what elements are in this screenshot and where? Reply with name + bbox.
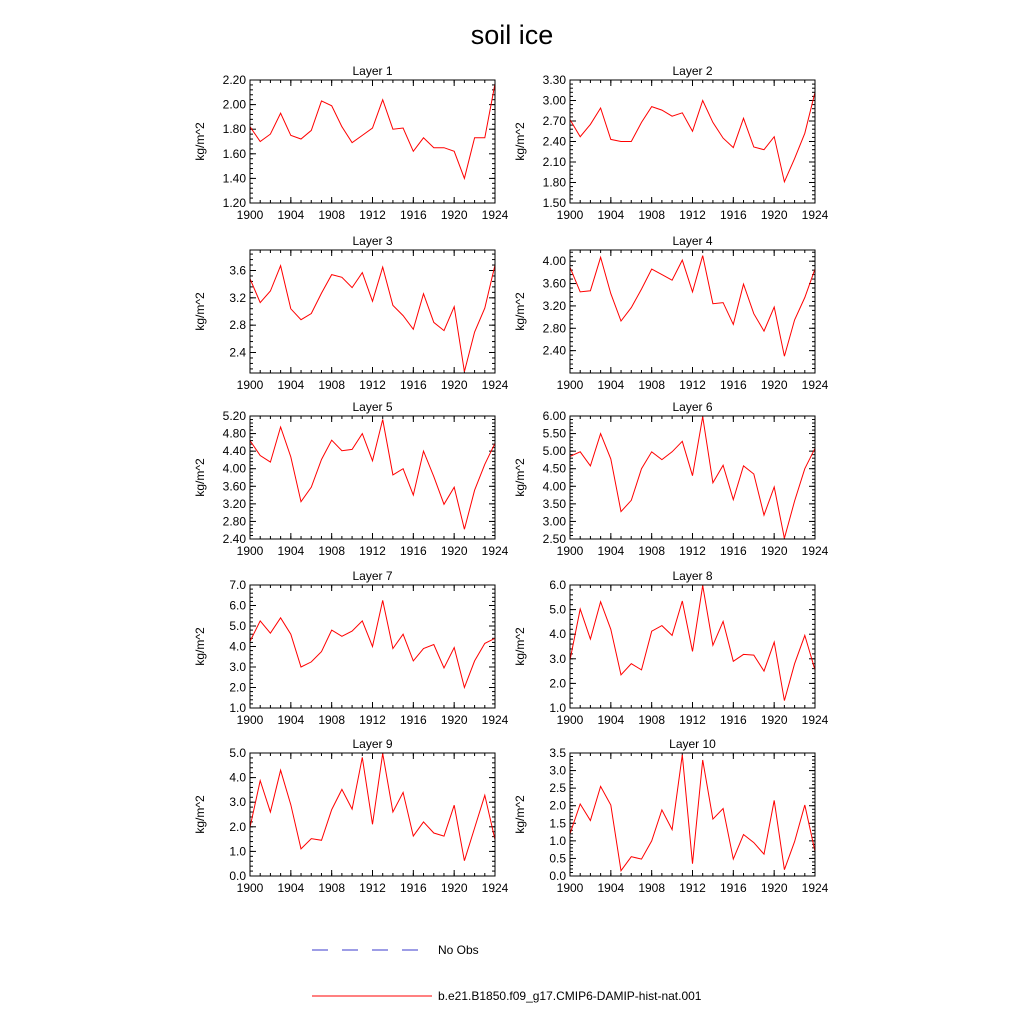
- y-tick-label: 2.0: [229, 680, 246, 695]
- y-tick-label: 2.4: [229, 345, 246, 360]
- x-tick-label: 1912: [359, 544, 386, 558]
- x-tick-label: 1912: [359, 208, 386, 222]
- x-tick-label: 1900: [236, 378, 264, 392]
- x-tick-label: 1920: [760, 208, 788, 222]
- x-tick-label: 1924: [481, 378, 509, 392]
- x-tick-label: 1912: [359, 881, 386, 895]
- panel-title: Layer 6: [672, 400, 713, 414]
- x-tick-label: 1900: [556, 208, 584, 222]
- y-tick-label: 4.00: [542, 479, 566, 494]
- x-tick-label: 1904: [597, 713, 625, 727]
- x-tick-label: 1904: [597, 208, 625, 222]
- panel-title: Layer 8: [672, 569, 713, 583]
- y-tick-label: 4.50: [542, 461, 566, 476]
- y-tick-label: 5.00: [542, 444, 566, 459]
- x-tick-label: 1924: [801, 713, 829, 727]
- y-tick-label: 1.40: [222, 171, 246, 186]
- x-tick-label: 1924: [801, 544, 829, 558]
- y-axis-label: kg/m^2: [513, 292, 527, 331]
- y-tick-label: 4.0: [549, 627, 566, 642]
- panel-title: Layer 10: [669, 737, 716, 751]
- y-tick-label: 1.50: [542, 196, 566, 210]
- y-tick-label: 1.0: [549, 833, 566, 848]
- y-tick-label: 3.2: [229, 290, 246, 305]
- y-tick-label: 2.0: [549, 676, 566, 691]
- y-tick-label: 1.0: [229, 701, 246, 715]
- x-tick-label: 1912: [679, 713, 706, 727]
- x-tick-label: 1900: [556, 544, 584, 558]
- x-tick-label: 1920: [440, 713, 468, 727]
- y-tick-label: 2.0: [549, 798, 566, 813]
- x-tick-label: 1908: [638, 713, 666, 727]
- y-tick-label: 6.0: [229, 598, 246, 613]
- x-tick-label: 1920: [440, 544, 468, 558]
- x-tick-label: 1900: [236, 208, 264, 222]
- legend-model-run-label: b.e21.B1850.f09_g17.CMIP6-DAMIP-hist-nat.001: [438, 989, 702, 1003]
- y-tick-label: 1.80: [222, 122, 246, 137]
- y-tick-label: 6.00: [542, 409, 566, 423]
- x-tick-label: 1924: [481, 208, 509, 222]
- y-axis-label: kg/m^2: [513, 122, 527, 161]
- x-tick-label: 1908: [638, 378, 666, 392]
- x-tick-label: 1900: [236, 713, 264, 727]
- y-axis-label: kg/m^2: [193, 122, 207, 161]
- y-tick-label: 5.0: [549, 602, 566, 617]
- y-tick-label: 3.60: [542, 276, 566, 291]
- x-tick-label: 1912: [679, 208, 706, 222]
- panel-title: Layer 1: [352, 64, 393, 78]
- x-tick-label: 1916: [719, 881, 747, 895]
- y-tick-label: 1.20: [222, 196, 246, 210]
- x-tick-label: 1912: [359, 713, 386, 727]
- y-tick-label: 3.30: [542, 73, 566, 87]
- y-tick-label: 2.70: [542, 114, 566, 128]
- x-tick-label: 1916: [719, 713, 747, 727]
- x-tick-label: 1904: [277, 208, 305, 222]
- y-tick-label: 4.0: [229, 639, 246, 654]
- y-tick-label: 3.0: [229, 795, 246, 810]
- y-tick-label: 4.00: [542, 254, 566, 269]
- panel-title: Layer 9: [352, 737, 393, 751]
- figure-title: soil ice: [470, 20, 554, 50]
- y-tick-label: 1.0: [549, 701, 566, 715]
- y-axis-label: kg/m^2: [513, 458, 527, 497]
- y-axis-label: kg/m^2: [193, 458, 207, 497]
- x-tick-label: 1912: [679, 378, 706, 392]
- y-tick-label: 4.40: [222, 444, 246, 459]
- y-tick-label: 2.00: [222, 97, 246, 112]
- y-tick-label: 3.0: [549, 763, 566, 778]
- y-tick-label: 3.0: [549, 651, 566, 666]
- x-tick-label: 1920: [440, 881, 468, 895]
- x-tick-label: 1920: [440, 208, 468, 222]
- y-tick-label: 3.00: [542, 93, 566, 108]
- y-tick-label: 5.20: [222, 409, 246, 423]
- x-tick-label: 1912: [679, 544, 706, 558]
- y-tick-label: 2.10: [542, 155, 566, 169]
- x-tick-label: 1916: [719, 544, 747, 558]
- x-tick-label: 1908: [318, 378, 346, 392]
- y-tick-label: 1.80: [542, 175, 566, 190]
- x-tick-label: 1900: [556, 713, 584, 727]
- y-tick-label: 3.20: [542, 298, 566, 313]
- y-tick-label: 3.60: [222, 479, 246, 494]
- y-axis-label: kg/m^2: [193, 627, 207, 666]
- x-tick-label: 1920: [760, 713, 788, 727]
- x-tick-label: 1920: [760, 544, 788, 558]
- y-tick-label: 2.50: [542, 532, 566, 546]
- x-tick-label: 1916: [399, 713, 427, 727]
- x-tick-label: 1924: [481, 881, 509, 895]
- panel-title: Layer 3: [352, 234, 393, 248]
- y-tick-label: 0.5: [549, 851, 566, 866]
- y-tick-label: 6.0: [549, 578, 566, 592]
- x-tick-label: 1920: [760, 378, 788, 392]
- x-tick-label: 1916: [719, 208, 747, 222]
- x-tick-label: 1900: [556, 881, 584, 895]
- y-axis-label: kg/m^2: [193, 292, 207, 331]
- x-tick-label: 1916: [399, 881, 427, 895]
- x-tick-label: 1904: [277, 881, 305, 895]
- y-tick-label: 5.0: [229, 619, 246, 633]
- x-tick-label: 1908: [638, 544, 666, 558]
- x-tick-label: 1912: [679, 881, 706, 895]
- x-tick-label: 1908: [318, 713, 346, 727]
- x-tick-label: 1916: [399, 378, 427, 392]
- y-tick-label: 3.0: [229, 660, 246, 674]
- y-tick-label: 4.00: [222, 461, 246, 476]
- x-tick-label: 1908: [318, 208, 346, 222]
- x-tick-label: 1924: [481, 544, 509, 558]
- y-tick-label: 5.0: [229, 746, 246, 760]
- panel-title: Layer 2: [672, 64, 713, 78]
- x-tick-label: 1908: [318, 544, 346, 558]
- y-tick-label: 2.5: [549, 781, 566, 796]
- x-tick-label: 1920: [440, 378, 468, 392]
- x-tick-label: 1916: [399, 544, 427, 558]
- y-tick-label: 3.00: [542, 514, 566, 529]
- y-tick-label: 3.20: [222, 496, 246, 511]
- x-tick-label: 1912: [359, 378, 386, 392]
- x-tick-label: 1904: [597, 544, 625, 558]
- x-tick-label: 1904: [277, 544, 305, 558]
- y-tick-label: 0.0: [229, 869, 246, 883]
- y-tick-label: 3.6: [229, 263, 246, 278]
- y-axis-label: kg/m^2: [193, 795, 207, 834]
- x-tick-label: 1900: [556, 378, 584, 392]
- x-tick-label: 1900: [236, 881, 264, 895]
- y-tick-label: 2.80: [222, 514, 246, 529]
- y-tick-label: 2.8: [229, 318, 246, 333]
- panel-title: Layer 5: [352, 400, 393, 414]
- y-tick-label: 5.50: [542, 426, 566, 441]
- x-tick-label: 1908: [318, 881, 346, 895]
- x-tick-label: 1924: [801, 208, 829, 222]
- x-tick-label: 1908: [638, 881, 666, 895]
- x-tick-label: 1904: [597, 881, 625, 895]
- panel-title: Layer 4: [672, 234, 713, 248]
- y-tick-label: 2.20: [222, 73, 246, 87]
- x-tick-label: 1924: [801, 881, 829, 895]
- y-tick-label: 4.80: [222, 426, 246, 441]
- y-tick-label: 0.0: [549, 869, 566, 883]
- legend-no-obs-label: No Obs: [438, 943, 479, 957]
- x-tick-label: 1908: [638, 208, 666, 222]
- x-tick-label: 1916: [399, 208, 427, 222]
- x-tick-label: 1924: [481, 713, 509, 727]
- x-tick-label: 1904: [277, 713, 305, 727]
- y-tick-label: 2.80: [542, 321, 566, 336]
- x-tick-label: 1920: [760, 881, 788, 895]
- y-tick-label: 2.40: [542, 134, 566, 149]
- y-axis-label: kg/m^2: [513, 795, 527, 834]
- x-tick-label: 1916: [719, 378, 747, 392]
- y-tick-label: 1.5: [549, 816, 566, 831]
- x-tick-label: 1904: [277, 378, 305, 392]
- y-tick-label: 1.60: [222, 146, 246, 161]
- y-tick-label: 3.5: [549, 746, 566, 760]
- y-axis-label: kg/m^2: [513, 627, 527, 666]
- x-tick-label: 1900: [236, 544, 264, 558]
- y-tick-label: 2.40: [542, 343, 566, 358]
- x-tick-label: 1904: [597, 378, 625, 392]
- panel-title: Layer 7: [352, 569, 393, 583]
- y-tick-label: 3.50: [542, 496, 566, 511]
- y-tick-label: 4.0: [229, 770, 246, 785]
- y-tick-label: 2.40: [222, 532, 246, 546]
- x-tick-label: 1924: [801, 378, 829, 392]
- y-tick-label: 7.0: [229, 578, 246, 592]
- y-tick-label: 1.0: [229, 844, 246, 859]
- y-tick-label: 2.0: [229, 819, 246, 834]
